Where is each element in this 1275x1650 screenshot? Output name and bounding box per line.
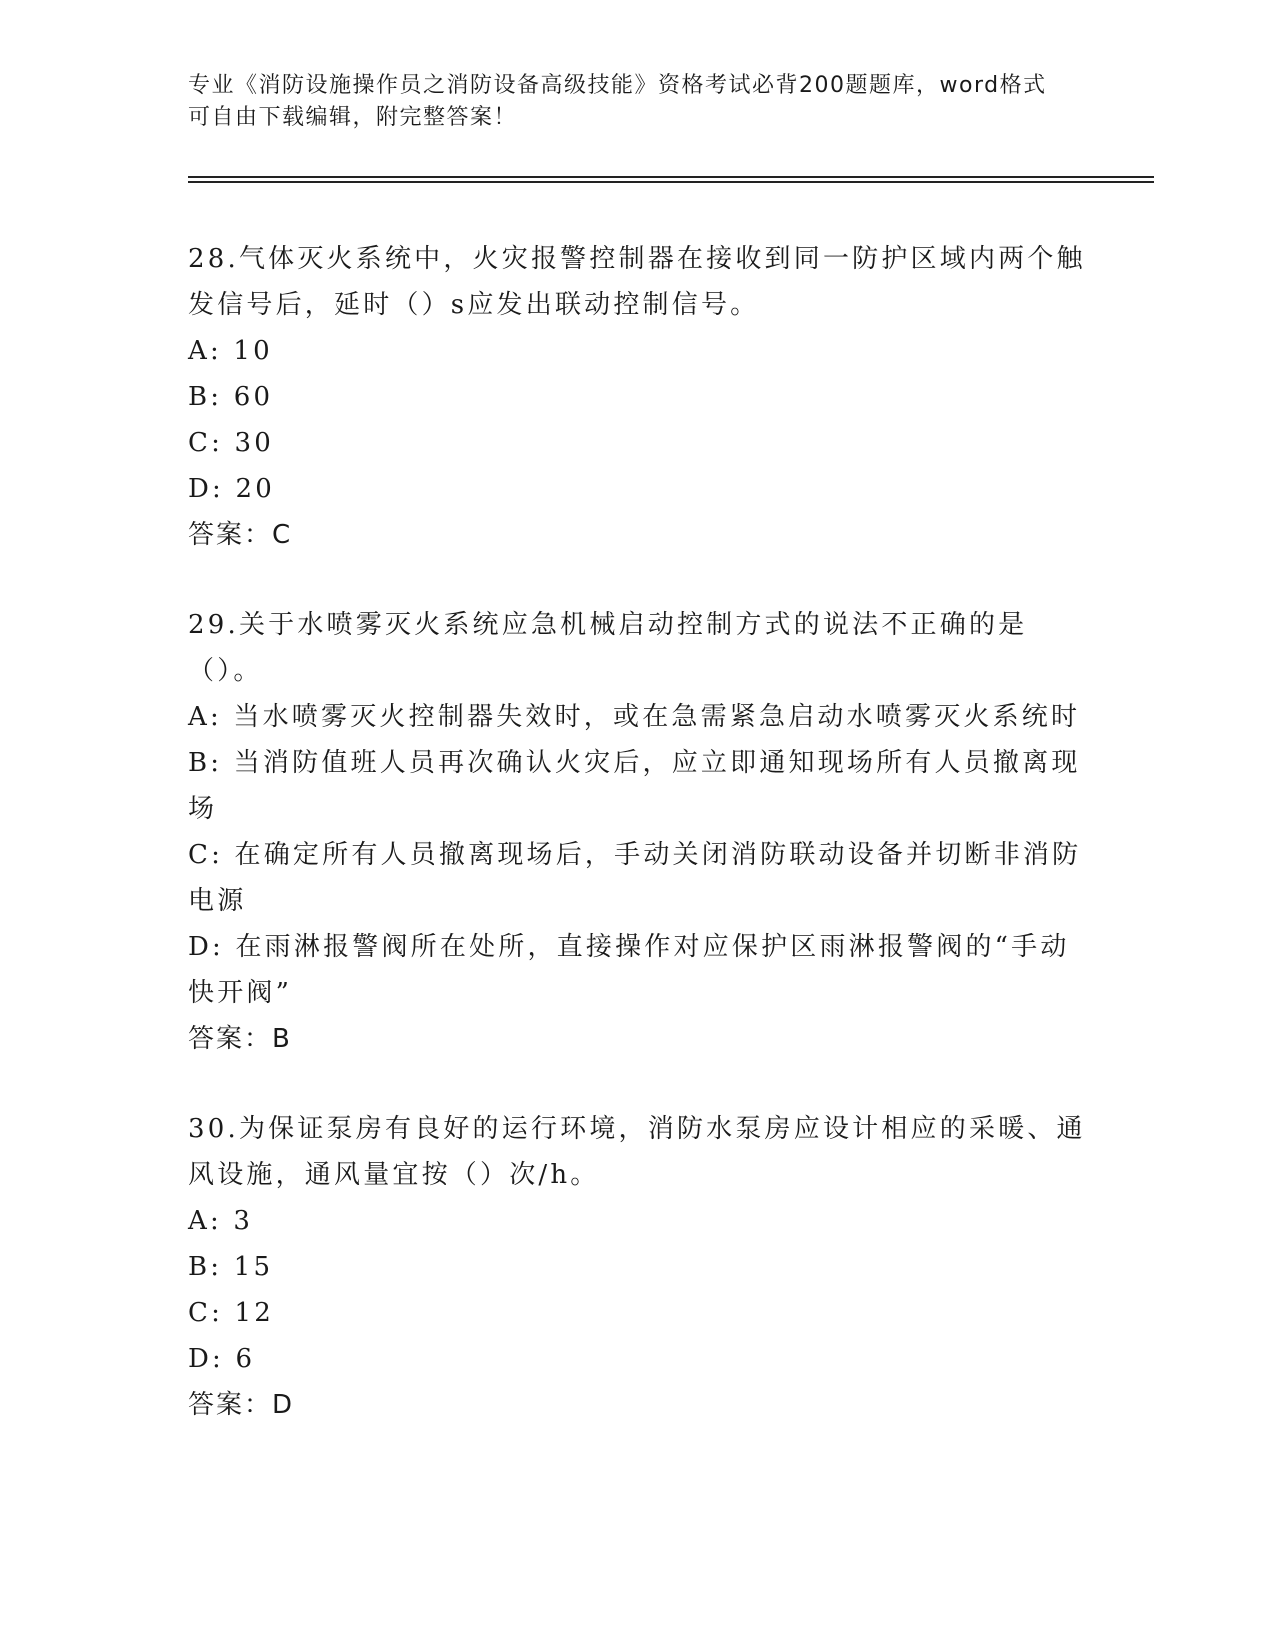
option-b: B: 60 — [188, 382, 274, 412]
question-28 — [188, 236, 1088, 558]
option-a: A: 3 — [188, 1206, 254, 1236]
question-29 — [188, 602, 1088, 1062]
option-c: C: 12 — [188, 1298, 275, 1328]
option-c: C: 在确定所有人员撤离现场后，手动关闭消防联动设备并切断非消防电源 — [188, 840, 1082, 916]
question-list — [188, 236, 1088, 1428]
question-stem: 29.关于水喷雾灭火系统应急机械启动控制方式的说法不正确的是（）。 — [188, 610, 1028, 686]
question-stem: 28.气体灭火系统中，火灾报警控制器在接收到同一防护区域内两个触发信号后，延时（）s应发出联动控制信号。 — [188, 244, 1086, 320]
question-30 — [188, 1106, 1088, 1428]
option-d: D: 20 — [188, 474, 275, 504]
answer: 答案：B — [188, 1024, 292, 1054]
question-spacer — [188, 558, 1088, 602]
document-header: 专业《消防设施操作员之消防设备高级技能》资格考试必背200题题库，word格式可自由下载编辑，附完整答案！ — [188, 73, 1047, 130]
header-divider-top — [188, 176, 1154, 178]
option-a: A: 当水喷雾灭火控制器失效时，或在急需紧急启动水喷雾灭火系统时 — [188, 702, 1081, 732]
option-b: B: 当消防值班人员再次确认火灾后，应立即通知现场所有人员撤离现场 — [188, 748, 1081, 824]
header-divider-bottom — [188, 181, 1154, 183]
option-d: D: 6 — [188, 1344, 256, 1374]
question-stem: 30.为保证泵房有良好的运行环境，消防水泵房应设计相应的采暖、通风设施，通风量宜按（）次/h。 — [188, 1114, 1086, 1190]
option-b: B: 15 — [188, 1252, 274, 1282]
answer: 答案：D — [188, 1390, 295, 1420]
answer: 答案：C — [188, 520, 293, 550]
question-spacer — [188, 1062, 1088, 1106]
option-d: D: 在雨淋报警阀所在处所，直接操作对应保护区雨淋报警阀的“手动快开阀” — [188, 932, 1070, 1008]
option-c: C: 30 — [188, 428, 275, 458]
option-a: A: 10 — [188, 336, 273, 366]
